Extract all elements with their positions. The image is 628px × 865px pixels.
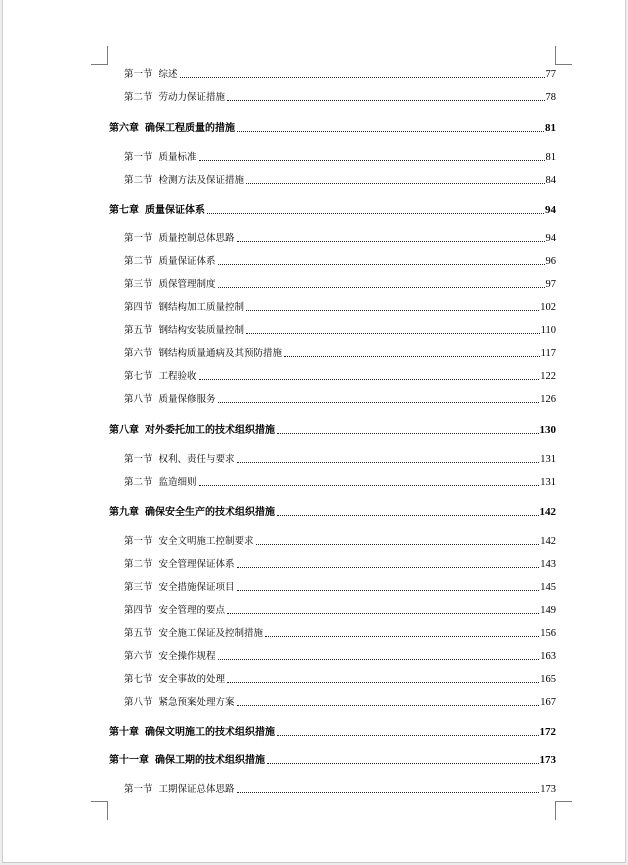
toc-dot-leader bbox=[237, 590, 540, 591]
toc-page-number: 172 bbox=[539, 726, 556, 738]
toc-section-entry[interactable] bbox=[124, 230, 556, 244]
toc-entry-number: 第一节 bbox=[124, 69, 153, 80]
toc-page-number: 126 bbox=[540, 394, 556, 405]
toc-section-entry[interactable] bbox=[124, 474, 556, 488]
toc-entry-number: 第七章 bbox=[109, 205, 139, 216]
toc-page-number: 142 bbox=[539, 506, 556, 518]
toc-dot-leader bbox=[180, 77, 545, 78]
toc-entry-title: 检测方法及保证措施 bbox=[158, 175, 245, 186]
toc-entry-title: 安全施工保证及控制措施 bbox=[158, 628, 264, 639]
toc-chapter-entry[interactable] bbox=[109, 421, 556, 436]
toc-page-number: 81 bbox=[545, 152, 556, 163]
toc-page-number: 142 bbox=[540, 536, 556, 547]
toc-entry-number: 第八节 bbox=[124, 394, 153, 405]
toc-entry-title: 安全措施保证项目 bbox=[158, 582, 235, 593]
toc-page-number: 167 bbox=[540, 697, 556, 708]
toc-entry-number: 第二节 bbox=[124, 477, 153, 488]
toc-section-entry[interactable] bbox=[124, 276, 556, 290]
toc-page-number: 77 bbox=[545, 69, 556, 80]
toc-section-entry[interactable] bbox=[124, 556, 556, 570]
toc-entry-title: 质量保证体系 bbox=[158, 256, 216, 267]
toc-entry-number: 第四节 bbox=[124, 605, 153, 616]
toc-section-entry[interactable] bbox=[124, 66, 556, 80]
toc-page-number: 145 bbox=[540, 582, 556, 593]
toc-entry-title: 工程验收 bbox=[158, 371, 197, 382]
toc-entry-title: 安全操作规程 bbox=[158, 651, 216, 662]
toc-dot-leader bbox=[267, 763, 539, 764]
toc-entry-title: 安全事故的处理 bbox=[158, 674, 226, 685]
toc-page-number: 130 bbox=[539, 424, 556, 436]
toc-section-entry[interactable] bbox=[124, 602, 556, 616]
toc-entry-number: 第三节 bbox=[124, 582, 153, 593]
toc-entry-title: 钢结构安装质量控制 bbox=[158, 325, 245, 336]
toc-entry-title: 综述 bbox=[158, 69, 178, 80]
toc-entry-number: 第五节 bbox=[124, 628, 153, 639]
toc-entry-title: 确保工期的技术组织措施 bbox=[155, 755, 265, 766]
toc-dot-leader bbox=[218, 402, 540, 403]
toc-dot-leader bbox=[237, 705, 540, 706]
toc-entry-number: 第七节 bbox=[124, 674, 153, 685]
toc-entry-number: 第三节 bbox=[124, 279, 153, 290]
toc-entry-number: 第二节 bbox=[124, 559, 153, 570]
toc-entry-title: 权利、责任与要求 bbox=[158, 454, 235, 465]
toc-entry-title: 质量保证体系 bbox=[145, 205, 205, 216]
toc-entry-number: 第二节 bbox=[124, 175, 153, 186]
toc-dot-leader bbox=[237, 462, 540, 463]
toc-page-number: 96 bbox=[545, 256, 556, 267]
toc-page-number: 173 bbox=[540, 784, 556, 795]
toc-entry-number: 第一节 bbox=[124, 233, 153, 244]
toc-page-number: 165 bbox=[540, 674, 556, 685]
toc-page-number: 97 bbox=[545, 279, 556, 290]
toc-section-entry[interactable] bbox=[124, 89, 556, 103]
toc-entry-number: 第五节 bbox=[124, 325, 153, 336]
toc-dot-leader bbox=[218, 659, 540, 660]
toc-entry-number: 第八节 bbox=[124, 697, 153, 708]
toc-entry-title: 安全管理的要点 bbox=[158, 605, 226, 616]
toc-page-number: 131 bbox=[540, 454, 556, 465]
toc-section-entry[interactable] bbox=[124, 781, 556, 795]
toc-entry-title: 安全文明施工控制要求 bbox=[158, 536, 254, 547]
toc-entry-number: 第六节 bbox=[124, 651, 153, 662]
toc-page-number: 173 bbox=[539, 754, 556, 766]
toc-entry-number: 第一节 bbox=[124, 152, 153, 163]
toc-entry-title: 确保文明施工的技术组织措施 bbox=[145, 727, 275, 738]
toc-entry-number: 第二节 bbox=[124, 256, 153, 267]
toc-section-entry[interactable] bbox=[124, 671, 556, 685]
toc-dot-leader bbox=[227, 682, 539, 683]
toc-section-entry[interactable] bbox=[124, 451, 556, 465]
toc-entry-number: 第十章 bbox=[109, 727, 139, 738]
toc-entry-title: 监造细则 bbox=[158, 477, 197, 488]
toc-page-number: 149 bbox=[540, 605, 556, 616]
toc-page-number: 156 bbox=[540, 628, 556, 639]
toc-dot-leader bbox=[199, 485, 540, 486]
toc-section-entry[interactable] bbox=[124, 299, 556, 313]
toc-dot-leader bbox=[284, 356, 540, 357]
toc-entry-title: 对外委托加工的技术组织措施 bbox=[145, 425, 275, 436]
toc-entry-title: 质保管理制度 bbox=[158, 279, 216, 290]
toc-section-entry[interactable] bbox=[124, 579, 556, 593]
toc-entry-title: 安全管理保证体系 bbox=[158, 559, 235, 570]
toc-entry-number: 第六章 bbox=[109, 123, 139, 134]
toc-chapter-entry[interactable] bbox=[109, 723, 556, 738]
toc-entry-number: 第六节 bbox=[124, 348, 153, 359]
toc-page-number: 122 bbox=[540, 371, 556, 382]
toc-chapter-entry[interactable] bbox=[109, 751, 556, 766]
toc-entry-title: 确保工程质量的措施 bbox=[145, 123, 235, 134]
toc-entry-number: 第八章 bbox=[109, 425, 139, 436]
toc-section-entry[interactable] bbox=[124, 625, 556, 639]
toc-entry-title: 确保安全生产的技术组织措施 bbox=[145, 507, 275, 518]
toc-chapter-entry[interactable] bbox=[109, 119, 556, 134]
toc-dot-leader bbox=[277, 433, 539, 434]
toc-entry-title: 质量控制总体思路 bbox=[158, 233, 235, 244]
toc-section-entry[interactable] bbox=[124, 648, 556, 662]
toc-entry-number: 第七节 bbox=[124, 371, 153, 382]
toc-dot-leader bbox=[277, 515, 539, 516]
toc-dot-leader bbox=[199, 379, 540, 380]
toc-section-entry[interactable] bbox=[124, 149, 556, 163]
toc-entry-number: 第十一章 bbox=[109, 755, 149, 766]
toc-entry-title: 质量保修服务 bbox=[158, 394, 216, 405]
toc-dot-leader bbox=[246, 333, 540, 334]
table-of-contents bbox=[3, 0, 625, 862]
toc-entry-title: 紧急预案处理方案 bbox=[158, 697, 235, 708]
toc-page-number: 81 bbox=[545, 122, 556, 134]
toc-dot-leader bbox=[218, 287, 545, 288]
toc-entry-title: 劳动力保证措施 bbox=[158, 92, 226, 103]
toc-dot-leader bbox=[256, 544, 540, 545]
toc-dot-leader bbox=[246, 310, 539, 311]
toc-dot-leader bbox=[218, 264, 545, 265]
toc-page-number: 143 bbox=[540, 559, 556, 570]
toc-entry-number: 第二节 bbox=[124, 92, 153, 103]
toc-entry-number: 第一节 bbox=[124, 454, 153, 465]
toc-page-number: 117 bbox=[540, 348, 556, 359]
toc-section-entry[interactable] bbox=[124, 172, 556, 186]
toc-dot-leader bbox=[246, 183, 544, 184]
toc-page-number: 84 bbox=[545, 175, 556, 186]
toc-dot-leader bbox=[237, 241, 545, 242]
toc-dot-leader bbox=[237, 792, 540, 793]
toc-page-number: 78 bbox=[545, 92, 556, 103]
toc-section-entry[interactable] bbox=[124, 345, 556, 359]
document-page bbox=[2, 0, 626, 863]
toc-page-number: 110 bbox=[540, 325, 556, 336]
toc-entry-title: 质量标准 bbox=[158, 152, 197, 163]
toc-dot-leader bbox=[265, 636, 539, 637]
toc-entry-number: 第一节 bbox=[124, 784, 153, 795]
toc-dot-leader bbox=[227, 100, 544, 101]
toc-section-entry[interactable] bbox=[124, 322, 556, 336]
toc-section-entry[interactable] bbox=[124, 533, 556, 547]
toc-entry-title: 钢结构加工质量控制 bbox=[158, 302, 245, 313]
toc-dot-leader bbox=[199, 160, 545, 161]
toc-section-entry[interactable] bbox=[124, 694, 556, 708]
toc-section-entry[interactable] bbox=[124, 253, 556, 267]
toc-dot-leader bbox=[227, 613, 539, 614]
toc-dot-leader bbox=[277, 735, 539, 736]
toc-dot-leader bbox=[237, 131, 544, 132]
toc-page-number: 94 bbox=[545, 233, 556, 244]
toc-entry-number: 第九章 bbox=[109, 507, 139, 518]
toc-dot-leader bbox=[207, 213, 544, 214]
toc-entry-title: 工期保证总体思路 bbox=[158, 784, 235, 795]
toc-entry-number: 第一节 bbox=[124, 536, 153, 547]
toc-chapter-entry[interactable] bbox=[109, 503, 556, 518]
toc-page-number: 102 bbox=[540, 302, 556, 313]
toc-page-number: 131 bbox=[540, 477, 556, 488]
toc-section-entry[interactable] bbox=[124, 368, 556, 382]
toc-entry-title: 钢结构质量通病及其预防措施 bbox=[158, 348, 283, 359]
toc-chapter-entry[interactable] bbox=[109, 201, 556, 216]
toc-section-entry[interactable] bbox=[124, 391, 556, 405]
toc-page-number: 163 bbox=[540, 651, 556, 662]
toc-dot-leader bbox=[237, 567, 540, 568]
toc-entry-number: 第四节 bbox=[124, 302, 153, 313]
toc-page-number: 94 bbox=[545, 204, 556, 216]
